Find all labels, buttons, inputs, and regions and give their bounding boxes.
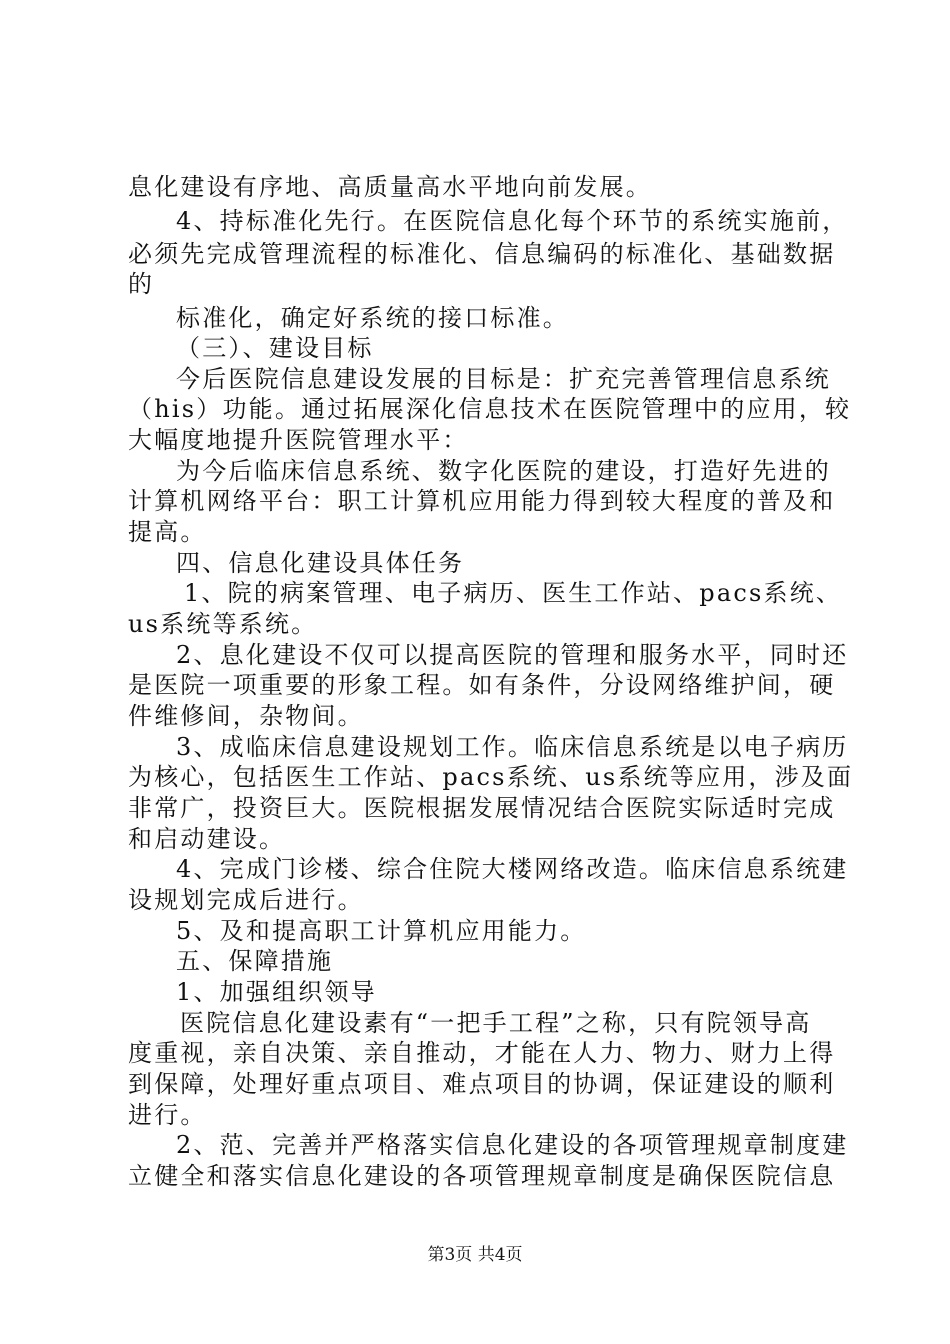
text-line: 5、及和提高职工计算机应用能力。	[176, 917, 587, 945]
text-line: 标准化，确定好系统的接口标准。	[176, 304, 569, 332]
text-line: 的	[128, 270, 155, 298]
section-heading: 五、保障措施	[176, 947, 334, 975]
text-line: 大幅度地提升医院管理水平：	[128, 426, 469, 454]
text-line: 2、范、完善并严格落实信息化建设的各项管理规章制度建	[176, 1131, 849, 1159]
text-line: 必须先完成管理流程的标准化、信息编码的标准化、基础数据	[128, 240, 836, 268]
text-line: 进行。	[128, 1101, 207, 1129]
text-line: 到保障，处理好重点项目、难点项目的协调，保证建设的顺利	[128, 1070, 836, 1098]
text-line: 4、持标准化先行。在医院信息化每个环节的系统实施前，	[176, 207, 849, 235]
text-line: 3、成临床信息建设规划工作。临床信息系统是以电子病历	[176, 733, 849, 761]
text-line: 件维修间，杂物间。	[128, 702, 364, 730]
text-line: 息化建设有序地、高质量高水平地向前发展。	[128, 173, 652, 201]
text-line: 为核心，包括医生工作站、pacs系统、us系统等应用，涉及面	[128, 763, 854, 791]
text-line: 2、息化建设不仅可以提高医院的管理和服务水平，同时还	[176, 641, 849, 669]
text-line: 非常广，投资巨大。医院根据发展情况结合医院实际适时完成	[128, 794, 836, 822]
text-line: 提高。	[128, 518, 207, 546]
text-line: us系统等系统。	[128, 610, 318, 638]
text-line: 设规划完成后进行。	[128, 886, 364, 914]
subsection-heading: 1、加强组织领导	[176, 978, 377, 1006]
section-heading: （三）、建设目标	[176, 334, 374, 362]
section-heading: 四、信息化建设具体任务	[176, 549, 465, 577]
text-line: 4、完成门诊楼、综合住院大楼网络改造。临床信息系统建	[176, 855, 849, 883]
text-line: 今后医院信息建设发展的目标是：扩充完善管理信息系统	[176, 365, 831, 393]
text-line: 度重视，亲自决策、亲自推动，才能在人力、物力、财力上得	[128, 1039, 836, 1067]
text-line: 立健全和落实信息化建设的各项管理规章制度是确保医院信息	[128, 1162, 836, 1190]
text-line: 为今后临床信息系统、数字化医院的建设，打造好先进的	[176, 457, 831, 485]
text-line: 1、院的病案管理、电子病历、医生工作站、pacs系统、	[184, 579, 843, 607]
text-line: 医院信息化建设素有“一把手工程”之称，只有院领导高	[180, 1009, 812, 1037]
text-line: （his）功能。通过拓展深化信息技术在医院管理中的应用，较	[128, 395, 852, 423]
text-line: 计算机网络平台：职工计算机应用能力得到较大程度的普及和	[128, 487, 836, 515]
page-number: 第3页 共4页	[427, 1245, 523, 1265]
text-line: 和启动建设。	[128, 825, 286, 853]
text-line: 是医院一项重要的形象工程。如有条件，分设网络维护间，硬	[128, 671, 836, 699]
